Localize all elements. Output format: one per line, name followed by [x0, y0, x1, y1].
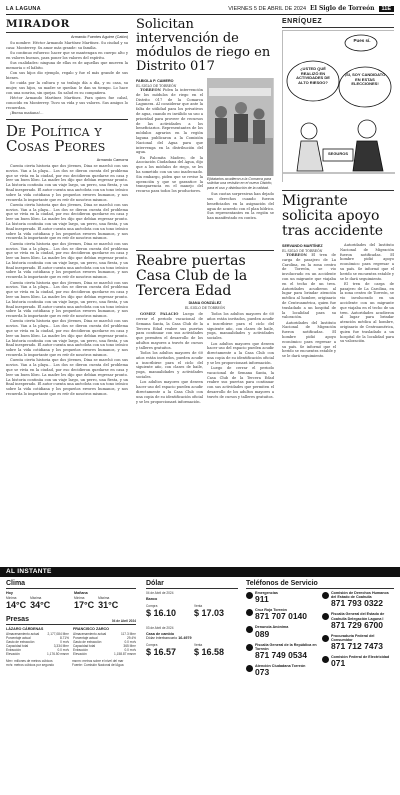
- dam-row-value: 0.0 m³/s: [124, 647, 136, 652]
- dollar-date: 04 de Abril de 2024: [146, 591, 174, 595]
- dollar-fix-value: 16.4979: [178, 636, 192, 641]
- weather-tomorrow: [74, 591, 136, 610]
- mirador-paragraph: Su nombre: Héctor Armando Martínez Martínez. Su ciudad y su casa: Monterrey. Su amor más grande: su familia.: [6, 41, 128, 50]
- phone-icon: [322, 635, 329, 642]
- politica-title: De Política y Cosas Peores: [6, 121, 106, 156]
- phone-number: 871 729 6700: [331, 619, 383, 630]
- phone-item: [322, 591, 394, 608]
- migrante-city: TORREÓN: [286, 253, 307, 257]
- dam-row-label: Capacidad total: [6, 643, 29, 648]
- weather-day: Mañana: [74, 591, 88, 595]
- phone-label: Cruz Roja Torreón: [255, 608, 287, 613]
- tercera-edad-paragraph: Luego de cerrar el periodo vacacional de Semana Santa, la Casa Club de la Tercera Edad reabre sus puertas para continuar con sus actividades que permiten el desarrollo de los adultos mayores a través de cursos y talleres gratuitos.: [207, 365, 274, 399]
- tercera-edad-paragraph: Luego de cerrar el periodo vacacional de Semana Santa, la Casa Club de la Tercera Edad reabre sus puertas para continuar con sus actividades que permiten el desarrollo de los adultos mayores a través de cursos y talleres gratuitos.: [136, 312, 203, 350]
- migrante-headline: Migrante solicita apoyo tras accidente: [282, 193, 383, 239]
- tercera-edad-paragraph: Todos los adultos mayores de 60 años están invitados, pueden acudir a inscribirse para el ciclo del siguiente año, con clases de baile, yoga, manualidades y actividades sociales.: [136, 351, 203, 380]
- phone-icon: [246, 626, 253, 633]
- dam-row-value: 1,158.87 msnm: [114, 651, 136, 656]
- phone-item: [322, 612, 394, 629]
- mirador-paragraph: Su continuo esfuerzo: hacer que se mantengan en cuerpo alto y en valores buenos, para poner los valores del espíritu.: [6, 51, 128, 60]
- mirador-paragraph: Se cuida por la cultura y su trabajo día a día, y su casa, su mujer, sus hijos, su madre se quedan: le dan su tiempo. Lo hace con una sonrisa, sin quejas. Su salud es su compañera.: [6, 81, 128, 95]
- phone-item: [322, 634, 394, 651]
- phones-title: Teléfonos de Servicio: [246, 580, 394, 589]
- weather-max-label: Máxima: [98, 595, 110, 600]
- politica-paragraph: Cuenta cierta historia que dos jóvenes, Dina se marchó con sus novios. Van a la playa... Los dos se dieron cuenta del problema que se vivía en la ciudad, por eso decidieron quedarse en casa y leer un buen libro. La madre les dijo que debían regresar pronto. La historia continúa con un viaje largo, un perro, una fiesta, y un final inesperado. El autor cuenta una anécdota con un tono irónico sobre la vida cotidiana y los pequeños errores humanos, y nos recuerda lo importante que es reír de nosotros mismos.: [6, 163, 128, 202]
- tercera-edad-outlet: EL SIGLO DE TORREÓN: [184, 306, 226, 311]
- phone-icon: [246, 609, 253, 616]
- cartoon-bubble-right: ¡SI, SOY CANDIDATO EN ESTAS ELECCIONES!: [344, 72, 386, 87]
- weather-today: [6, 591, 68, 610]
- politica-paragraph: Cuenta cierta historia que dos jóvenes, Dina se marchó con sus novios. Van a la playa... Los dos se dieron cuenta del problema que se vivía en la ciudad, por eso decidieron quedarse en casa y leer un buen libro. La madre les dijo que debían regresar pronto. La historia continúa con un viaje largo, un perro, una fiesta, y un final inesperado. El autor cuenta una anécdota con un tono irónico sobre la vida cotidiana y los pequeños errores humanos, y nos recuerda lo importante que es reír de nosotros mismos.: [6, 319, 128, 358]
- dams-title: Presas: [6, 616, 29, 623]
- migrante-paragraph: Autoridades del Instituto Nacional de Migración fueron notificadas. El hombre pidió apoyo económico para regresar a su país. Se informó que el herido se encuentra estable y se le dará seguimiento.: [340, 243, 394, 281]
- riego-author: FABIOLA P. CAMERO: [136, 79, 174, 83]
- phone-icon: [322, 592, 329, 599]
- phone-number: 871 712 7473: [331, 641, 383, 652]
- dam-row-value: 1,176.50 msnm: [47, 651, 69, 656]
- left-column: [6, 18, 128, 468]
- services-section: [6, 580, 394, 792]
- cartoon-bubble-left: ¿USTED QUÉ REALIZÓ EN ACTIVIDADES DE ALTO RIESGO?: [296, 66, 330, 85]
- politica-byline: Armando Camorra: [96, 157, 128, 162]
- phone-icon: [246, 592, 253, 599]
- weather-title: Clima: [6, 580, 136, 589]
- editorial-cartoon: [282, 30, 394, 182]
- tercera-edad-author: DIANA GONZÁLEZ: [188, 301, 222, 306]
- phone-item: [246, 591, 318, 604]
- dam-row-label: Elevación: [6, 651, 20, 656]
- phone-label: Emergencias: [255, 591, 278, 595]
- phone-label: Denuncia Anónima: [255, 625, 289, 630]
- page-header: [6, 3, 394, 15]
- dam-row-label: Capacidad total: [73, 643, 96, 648]
- dams-note: Fuente: Comisión Nacional del Agua: [72, 662, 124, 667]
- dam-row-value: 0.0 m³/s: [57, 647, 69, 652]
- page-number: 11E: [379, 6, 394, 12]
- dam-row-label: Porcentaje actual: [6, 635, 31, 640]
- dam-name: LÁZARO CÁRDENAS: [6, 627, 44, 631]
- riego-city: TORREÓN: [140, 88, 161, 92]
- dam-row-label: Porcentaje actual: [73, 635, 98, 640]
- phone-label: Procuraduría Federal del Consumidor: [331, 633, 375, 643]
- dam-row-value: 365 Mm³: [123, 643, 136, 648]
- politica-paragraph: Cuenta cierta historia que dos jóvenes, Dina se marchó con sus novios. Van a la playa... Los dos se dieron cuenta del problema que se vivía en la ciudad, por eso decidieron quedarse en casa y leer un buen libro. La madre les dijo que debían regresar pronto. La historia continúa con un viaje largo, un perro, una fiesta, y un final inesperado. El autor cuenta una anécdota con un tono irónico sobre la vida cotidiana y los pequeños errores humanos, y nos recuerda lo importante que es reír de nosotros mismos.: [6, 241, 128, 280]
- dam-row-value: 0.0 m³/s: [124, 639, 136, 644]
- phone-icon: [246, 644, 253, 651]
- dollar-buy-label: Compra: [146, 603, 158, 608]
- mirador-paragraph: Héctor Armando Martínez Martínez. Para quien fue cabal, conocido en Monterrey. Tuvo su vida y sus valores. Sus amigos lo recuerdan.: [6, 96, 128, 110]
- cartoon-kicker: ENRÍQUEZ: [282, 18, 394, 28]
- dam-row-value: 3,334 Mm³: [53, 643, 69, 648]
- dam-row-value: 29.4%: [126, 635, 136, 640]
- phone-number: 089: [255, 628, 270, 639]
- mirador-body: [6, 41, 128, 116]
- dam-row-value: 2,177,084 Mm³: [47, 631, 69, 636]
- mirador-kicker: MIRADOR: [6, 18, 128, 33]
- dam-row-value: 117.3 Mm³: [121, 631, 136, 636]
- phone-label: Fiscalía General de la República en Torreón: [255, 642, 317, 651]
- mirador-paragraph: Sus cualidades: ninguna de ellas es de aquellas que mueven la memoria o el hábito.: [6, 61, 128, 70]
- weather-min: 14°C: [6, 599, 27, 610]
- phone-item: [322, 655, 394, 668]
- dollar-sell: $ 17.03: [194, 607, 225, 618]
- cartoon-sign: SEGUROS: [327, 151, 348, 156]
- riego-outlet: EL SIGLO DE TORREÓN: [136, 84, 177, 88]
- phone-item: [246, 608, 318, 621]
- dollar-bank: Banco: [146, 597, 158, 601]
- dam-row-label: Gasto de extracción: [6, 639, 35, 644]
- riego-headline: Solicitan intervención de módulos de riego en Distrito 017: [136, 17, 271, 74]
- migrante-paragraph: Autoridades del Instituto Nacional de Migración fueron notificadas. El hombre pidió apoyo económico para regresar a su país. Se informó que el herido se encuentra estable y se le dará seguimiento.: [282, 320, 336, 359]
- phone-label: Atención Ciudadana Torreón: [255, 664, 306, 669]
- cartoon-illustration: [283, 31, 395, 183]
- dollar-buy: $ 16.57: [146, 646, 177, 657]
- phone-label: Comisión de Derechos Humanos del Estado de Coahuila: [331, 591, 389, 600]
- dollar-sell-label: Venta: [194, 603, 203, 608]
- phone-label: Comisión Federal de Electricidad: [331, 655, 390, 660]
- al-instante-band: AL INSTANTE: [0, 567, 400, 577]
- mirador-paragraph: Con sus hijos dio ejemplo, regalo y fue el más grande de sus bienes.: [6, 71, 128, 81]
- dam-row-label: Gasto de extracción: [73, 639, 102, 644]
- dam-name: FRANCISCO ZARCO: [73, 627, 110, 631]
- politica-paragraph: Cuenta cierta historia que dos jóvenes, Dina se marchó con sus novios. Van a la playa... Los dos se dieron cuenta del problema que se vivía en la ciudad, por eso decidieron quedarse en casa y leer un buen libro. La madre les dijo que debían regresar pronto. La historia continúa con un viaje largo, un perro, una fiesta, y un final inesperado. El autor cuenta una anécdota con un tono irónico sobre la vida cotidiana y los pequeños errores humanos, y nos recuerda lo importante que es reír de nosotros mismos.: [6, 280, 128, 319]
- mirador-closing: ¡Buena mañana!...: [10, 111, 44, 116]
- dollar-bank: Casa de cambio: [146, 631, 175, 636]
- dam-francisco-zarco: [73, 627, 136, 656]
- tercera-edad-paragraph: Todos los adultos mayores de 60 años están invitados, pueden acudir a inscribirse para el ciclo del siguiente año, con clases de baile, yoga, manualidades y actividades sociales.: [207, 312, 274, 341]
- migrante-author: SERVANDO MARTÍNEZ: [282, 244, 323, 248]
- dollar-buy-label: Compra: [146, 642, 158, 647]
- phone-number: 073: [255, 667, 270, 678]
- tercera-edad-paragraph: Los adultos mayores que deseen hacer uso del espacio pueden acudir directamente a la Casa Club con una copia de su identificación oficial y se les proporcionará información.: [136, 380, 203, 404]
- dollar-box: [146, 580, 238, 657]
- dam-row-label: Extracción: [6, 647, 21, 652]
- politica-body: [6, 164, 128, 468]
- dam-row-label: Extracción: [73, 647, 88, 652]
- phone-number: 871 793 0322: [331, 598, 383, 609]
- divider: [282, 190, 394, 191]
- dams-date: 04 de Abril 2024: [111, 619, 136, 623]
- phone-number: 871 749 0534: [255, 650, 307, 661]
- dams-note: msnm: metros sobre el nivel del mar: [72, 658, 124, 663]
- dollar-sell: $ 16.58: [194, 646, 225, 657]
- phone-icon: [246, 665, 253, 672]
- dam-row-label: Almacenamiento actual: [6, 631, 40, 636]
- riego-photo: [207, 78, 274, 176]
- dollar-buy: $ 16.10: [146, 607, 177, 618]
- riego-paragraph: Piden la intervención de los módulos de riego en el Distrito 017 de la Comarca Lagunera. Al considerar que ante la falta de utilidad para los privativos de agua, cuando es inválido su uso a prioridad para proveer de recursos de las actividades a los beneficiarios. Representantes de los módulos agrarios en la región laguna publicaron a la Comisión Nacional del Agua para que intervenga en la distribución del agua.: [136, 88, 203, 155]
- newspaper-logo: El Siglo de Torreón: [310, 5, 375, 12]
- weather-min-label: Mínima: [74, 595, 85, 600]
- right-column: [282, 18, 394, 415]
- dam-row-value: 8.71%: [59, 635, 69, 640]
- middle-column: [136, 18, 274, 454]
- dams-note: m³/s: metros cúbicos por segundo: [6, 662, 55, 667]
- phone-icon: [322, 613, 329, 620]
- phone-item: [246, 625, 318, 638]
- migrante-paragraph: El tren de carga de pasajero de La Carolina, en la zona centro de Torreón, se vio involucrado en un accidente con un migrante que viajaba en el techo de un tren. Autoridades acudieron al lugar para brindar atención médica al hombre, originario de Centroamérica, quien fue trasladado a un hospital de la localidad para su valoración.: [340, 281, 394, 344]
- phone-icon: [322, 656, 329, 663]
- weather-box: [6, 580, 136, 610]
- divider: [136, 250, 274, 251]
- phones-box: [246, 580, 394, 681]
- migrante-paragraph: El tren de carga de pasajero de La Carolina, en la zona centro de Torreón, se vio involucrado en un accidente con un migrante que viajaba en el techo de un tren. Autoridades acudieron al lugar para brindar atención médica al hombre, originario de Centroamérica, quien fue trasladado a un hospital de la localidad para su valoración.: [282, 253, 336, 320]
- riego-paragraph: En Palomita Madero, de la Asociación Ciudadana del Agua, dijo que a los módulos de riego, se les ha sometido con un uso inadecuado. Sin embargo, piden que se revise la operación y que se garantice la transparencia en el manejo del recurso para todos los productores.: [136, 155, 203, 194]
- dam-lazaro-cardenas: [6, 627, 69, 656]
- tercera-edad-paragraph: Los adultos mayores que deseen hacer uso del espacio pueden acudir directamente a la Casa Club con una copia de su identificación oficial y se les proporcionará información.: [207, 341, 274, 365]
- weather-day: Hoy: [6, 591, 13, 595]
- dam-row-label: Almacenamiento actual: [73, 631, 107, 636]
- dollar-title: Dólar: [146, 580, 238, 589]
- dollar-date: 03 de Abril de 2024: [146, 625, 174, 630]
- phone-number: 071: [331, 658, 346, 669]
- politica-paragraph: Cuenta cierta historia que dos jóvenes, Dina se marchó con sus novios. Van a la playa... Los dos se dieron cuenta del problema que se vivía en la ciudad, por eso decidieron quedarse en casa y leer un buen libro. La madre les dijo que debían regresar pronto. La historia continúa con un viaje largo, un perro, una fiesta, y un final inesperado. El autor cuenta una anécdota con un tono irónico sobre la vida cotidiana y los pequeños errores humanos, y nos recuerda lo importante que es reír de nosotros mismos.: [6, 202, 128, 241]
- weather-max: 31°C: [98, 599, 119, 610]
- weather-max-label: Máxima: [30, 595, 42, 600]
- weather-min-label: Mínima: [6, 595, 17, 600]
- phone-label: Fiscalía General del Estado de Coahuila Delegación Laguna I: [331, 612, 385, 621]
- dam-row-label: Elevación: [73, 651, 87, 656]
- mirador-byline: Armando Fuentes Aguirre (Catón): [71, 35, 128, 39]
- dollar-sell-label: Venta: [194, 642, 203, 647]
- phone-item: [246, 643, 318, 660]
- phone-item: [246, 664, 318, 677]
- politica-paragraph: Cuenta cierta historia que dos jóvenes, Dina se marchó con sus novios. Van a la playa... Los dos se dieron cuenta del problema que se vivía en la ciudad, por eso decidieron quedarse en casa y leer un buen libro. La madre les dijo que debían regresar pronto. La historia continúa con un viaje largo, un perro, una fiesta, y un final inesperado. El autor cuenta una anécdota con un tono irónico sobre la vida cotidiana y los pequeños errores humanos, y nos recuerda lo importante que es reír de nosotros mismos.: [6, 358, 128, 396]
- riego-paragraph: Sus cuotas sorpresivas han dejado sus derechos cuando fueron beneficiados en la asignación del agua de acuerdo con el plan hídrico. Sus representantes en la región se han manifestado en contra.: [207, 192, 274, 221]
- dams-note: Mm³: millones de metros cúbicos: [6, 658, 53, 663]
- riego-caption: Ejidatarios acudieron a la Comarca para solicitar una revisión en el nuevo Distrito, para el uso y distribución de la calidad.: [207, 177, 273, 190]
- weather-max: 34°C: [30, 599, 51, 610]
- migrante-outlet: EL SIGLO DE TORREÓN: [282, 249, 323, 253]
- phone-number: 871 707 0140: [255, 611, 307, 622]
- cartoon-speech-top: Pues sí.: [353, 38, 371, 43]
- divider: [6, 119, 128, 120]
- dollar-fix-label: Dólar interbancario: [146, 636, 178, 641]
- tercera-edad-city: GÓMEZ PALACIO: [140, 312, 179, 317]
- riego-photo-image: [207, 78, 273, 176]
- dam-row-value: 0 m³/s: [60, 639, 69, 644]
- weather-min: 17°C: [74, 599, 95, 610]
- phone-number: 911: [255, 594, 269, 605]
- dams-box: [6, 616, 136, 667]
- tercera-edad-headline: Reabre puertas Casa Club de la Tercera Edad: [136, 253, 248, 300]
- edition-date: VIERNES 5 DE ABRIL DE 2024: [228, 5, 306, 12]
- section-name: LA LAGUNA: [6, 5, 41, 12]
